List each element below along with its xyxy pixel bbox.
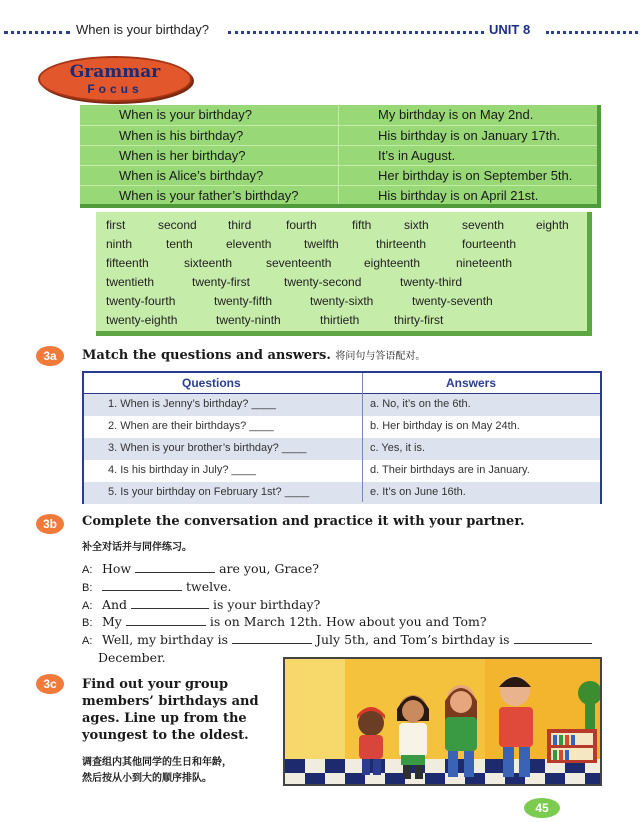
conversation-line	[82, 632, 592, 647]
header-dots-right	[546, 31, 638, 34]
table-row	[84, 394, 600, 416]
section-marker-3c: 3c	[36, 674, 64, 694]
table-row	[84, 416, 600, 438]
ordinal-word: fourth	[286, 218, 317, 232]
grammar-question: When is your birthday?	[119, 107, 252, 122]
match-answer: a. No, it’s on the 6th.	[370, 398, 471, 410]
conversation-line	[82, 614, 487, 629]
line-text-before: Well, my birthday is	[101, 632, 228, 647]
match-question: 1. When is Jenny’s birthday? ____	[108, 398, 276, 410]
conversation-line	[82, 561, 319, 576]
ordinal-word: thirty-first	[394, 313, 444, 327]
match-question: 5. Is your birthday on February 1st? ____	[108, 486, 310, 498]
ordinal-word: twenty-first	[192, 275, 251, 289]
conversation-line	[82, 597, 320, 612]
grammar-row	[80, 105, 597, 125]
match-table-header	[84, 373, 600, 394]
grammar-answer: It’s in August.	[378, 148, 456, 163]
ordinal-word: twenty-ninth	[216, 313, 281, 327]
grammar-focus-title: Grammar	[69, 62, 161, 82]
ordinal-word: twelfth	[304, 237, 339, 251]
ordinal-word: eleventh	[226, 237, 272, 251]
col-header-answers: Answers	[446, 376, 497, 390]
line-text-after: are you, Grace?	[219, 561, 319, 576]
answer-blank[interactable]	[131, 598, 209, 609]
ordinal-word: tenth	[166, 237, 193, 251]
grammar-question: When is her birthday?	[119, 148, 246, 163]
match-answer: b. Her birthday is on May 24th.	[370, 420, 520, 432]
speaker-label: A:	[82, 564, 93, 576]
ordinal-word: second	[158, 218, 197, 232]
grammar-row	[80, 125, 597, 145]
section-3c-cn-line1: 调查组内其他同学的生日和年龄，	[82, 757, 232, 768]
section-3c-cn-line2: 然后按从小到大的顺序排队。	[82, 773, 212, 784]
grammar-focus-subtitle: Focus	[87, 82, 143, 96]
conversation-line	[82, 579, 232, 594]
ordinal-word: sixth	[404, 218, 429, 232]
table-row	[84, 482, 600, 504]
ordinal-word: eighteenth	[364, 256, 421, 270]
answer-blank[interactable]	[135, 562, 215, 573]
match-table	[82, 371, 602, 504]
ordinal-word: twenty-second	[284, 275, 362, 289]
match-answer: e. It’s on June 16th.	[370, 486, 466, 498]
ordinal-word: twenty-seventh	[412, 294, 493, 308]
ordinal-word: twentieth	[106, 275, 155, 289]
match-question: 4. Is his birthday in July? ____	[108, 464, 256, 476]
children-lineup-illustration	[283, 657, 602, 786]
speaker-label: A:	[82, 600, 93, 612]
ordinal-word: fifteenth	[106, 256, 149, 270]
match-answer: d. Their birthdays are in January.	[370, 464, 530, 476]
ordinal-word: third	[228, 218, 252, 232]
speaker-label: B:	[82, 582, 93, 594]
ordinal-word: twenty-fifth	[214, 294, 273, 308]
section-marker-3a: 3a	[36, 346, 64, 366]
table-row	[84, 438, 600, 460]
ordinal-word: twenty-third	[400, 275, 463, 289]
grammar-answer: His birthday is on January 17th.	[378, 128, 561, 143]
ordinal-word: thirtieth	[320, 313, 360, 327]
match-question: 3. When is your brother’s birthday? ____	[108, 442, 307, 454]
section-3a-title-en: Match the questions and answers.	[82, 348, 331, 363]
ordinal-word: twenty-eighth	[106, 313, 178, 327]
ordinal-word: nineteenth	[456, 256, 513, 270]
ordinal-word: eighth	[536, 218, 569, 232]
header-dots-middle	[228, 31, 484, 34]
grammar-table	[80, 105, 601, 208]
grammar-row	[80, 165, 597, 185]
ordinal-word: seventeenth	[266, 256, 332, 270]
section-3a-title-cn: 将问句与答语配对。	[335, 351, 426, 362]
match-question: 2. When are their birthdays? ____	[108, 420, 274, 432]
unit-label: UNIT 8	[489, 22, 531, 37]
grammar-question: When is his birthday?	[119, 128, 244, 143]
ordinal-word: first	[106, 218, 126, 232]
ordinal-word: sixteenth	[184, 256, 233, 270]
line-text-before: And	[101, 597, 128, 612]
match-answer: c. Yes, it is.	[370, 442, 426, 454]
line-text-after: is on March 12th. How about you and Tom?	[209, 614, 487, 629]
grammar-focus-badge	[38, 56, 192, 102]
match-table-divider	[362, 373, 363, 502]
grammar-answer: His birthday is on April 21st.	[378, 188, 539, 203]
illustration-svg	[285, 659, 602, 786]
ordinal-word: seventh	[462, 218, 505, 232]
line-text-after: is your birthday?	[213, 597, 321, 612]
answer-blank[interactable]	[514, 633, 592, 644]
ordinal-word: fourteenth	[462, 237, 517, 251]
section-3c-title: Find out your group members’ birthdays and ages. Line up from the youngest to the oldest.	[82, 677, 259, 743]
lesson-title: When is your birthday?	[76, 22, 209, 37]
grammar-question: When is your father’s birthday?	[119, 188, 299, 203]
ordinal-word: fifth	[352, 218, 372, 232]
ordinal-word: ninth	[106, 237, 133, 251]
line-text-before: My	[101, 614, 122, 629]
ordinal-word: twenty-fourth	[106, 294, 176, 308]
answer-blank[interactable]	[232, 633, 312, 644]
grammar-question: When is Alice’s birthday?	[119, 168, 264, 183]
conversation-line-continued: December.	[98, 650, 166, 665]
section-3b-title-cn: 补全对话并与同伴练习。	[82, 542, 192, 553]
grammar-answer: Her birthday is on September 5th.	[378, 168, 573, 183]
speaker-label: B:	[82, 617, 93, 629]
grammar-row	[80, 145, 597, 165]
ordinal-word: twenty-sixth	[310, 294, 374, 308]
grammar-row	[80, 185, 597, 205]
answer-blank[interactable]	[102, 580, 182, 591]
header-dots-left	[4, 31, 70, 34]
speaker-label: A:	[82, 635, 93, 647]
ordinal-word: thirteenth	[376, 237, 427, 251]
line-text-before: How	[101, 561, 132, 576]
col-header-questions: Questions	[182, 376, 241, 390]
section-3a-title	[82, 347, 425, 363]
grammar-answer: My birthday is on May 2nd.	[378, 107, 534, 122]
line-text-after: twelve.	[185, 579, 232, 594]
page-number: 45	[524, 798, 560, 818]
answer-blank[interactable]	[126, 615, 206, 626]
section-3b-title: Complete the conversation and practice it with your partner.	[82, 514, 525, 529]
section-marker-3b: 3b	[36, 514, 64, 534]
ordinal-numbers-box	[96, 212, 592, 336]
table-row	[84, 460, 600, 482]
line-text-after: July 5th, and Tom’s birthday is	[315, 632, 510, 647]
